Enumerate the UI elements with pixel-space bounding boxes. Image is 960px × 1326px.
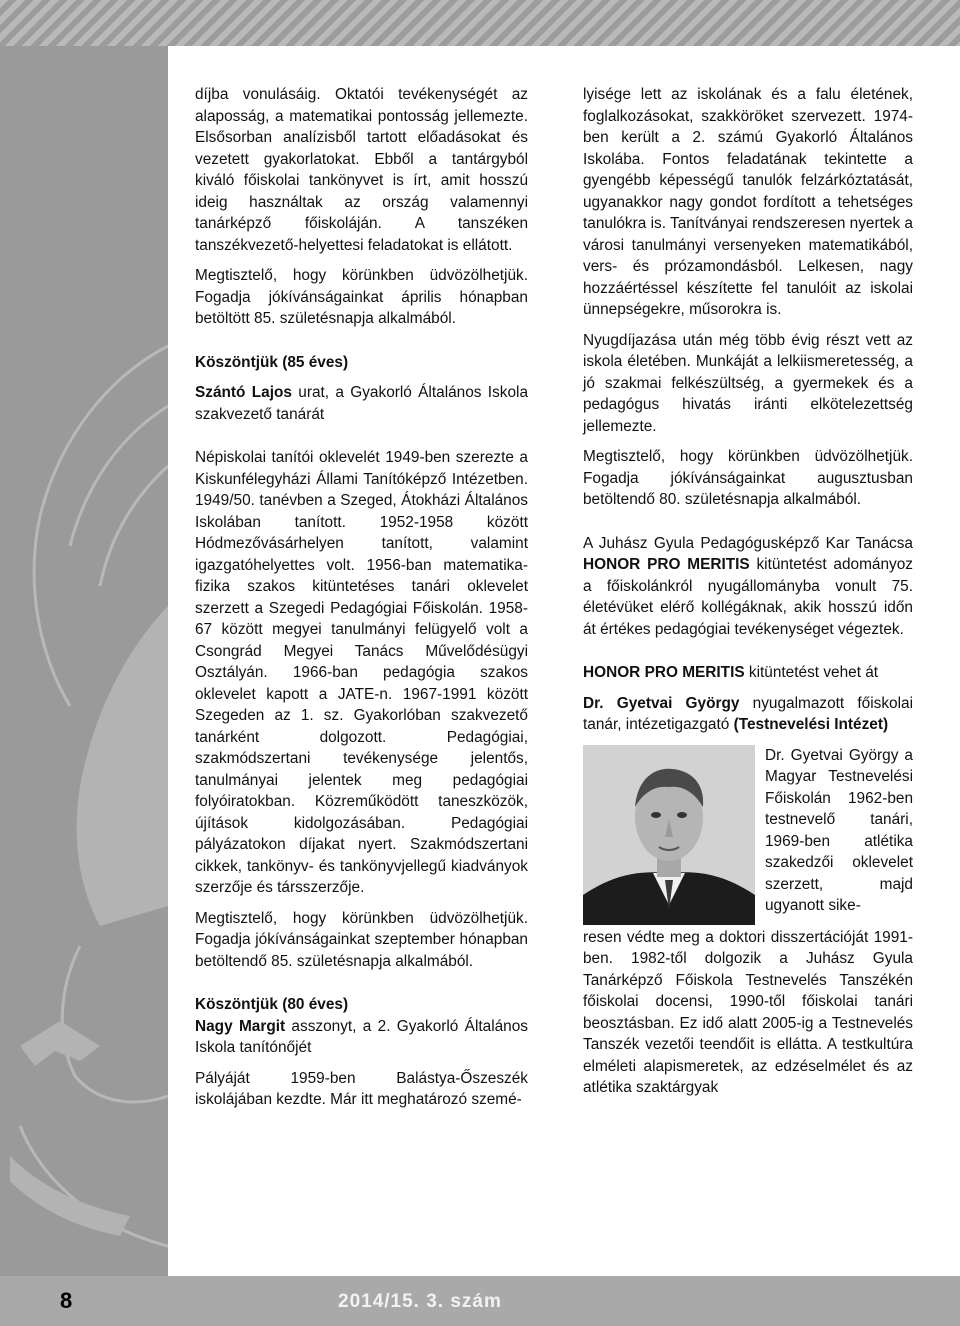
photo-caption-text: Dr. Gyetvai György a Magyar Testnevelési Főiskolán 1962-ben testnevelő tanári, 1969-ben atlétika szakedzői oklevelet szerzett, majd ugyanott sike- <box>765 746 913 914</box>
paragraph: Megtisztelő, hogy körünkben üdvözölhetjük. Fogadja jókívánságainkat szeptember hónapban betöltendő 85. születésnapja alkalmából. <box>195 909 528 970</box>
top-pattern-band <box>0 0 960 46</box>
paragraph: HONOR PRO MERITIS kitüntetést vehet át <box>583 664 879 681</box>
paragraph: Nyugdíjazása után még több évig részt vett az iskola életében. Munkáját a lelkiismeretesség, a jó szakmai felkészültség, a gyermekek és a pedagógus hivatás iránti elkötelezettség jellemezte. <box>583 331 913 435</box>
honoree-name: Nagy Margit <box>195 1017 286 1035</box>
paragraph: Szántó Lajos urat, a Gyakorló Általános Iskola szakvezető tanárát <box>195 384 529 423</box>
portrait-photo <box>583 745 755 925</box>
section-heading: Köszöntjük (85 éves) <box>195 353 349 371</box>
right-column <box>583 84 913 1108</box>
portrait-block <box>583 745 913 927</box>
paragraph: A Juhász Gyula Pedagógusképző Kar Tanácsa HONOR PRO MERITIS kitüntetést adományoz a főiskolánkról nyugállományba vonult 75. életévüket elérő kollégáknak, akik hosszú időn át értékes pedagógiai tevékenységet végeztek. <box>583 534 913 638</box>
paragraph: lyisége lett az iskolának és a falu életének, foglalkozásokat, szakköröket szervezett. 1974-ben került a 2. számú Gyakorló Általános Iskolába. Fontos feladatának tekintette a gyengébb képességű tanulók felzárkóztatását, ugyanakkor nagy gondot fordított a tehetséges tanulókra is. Tanítványai rendszeresen nyertek a városi tanulmányi versenyeken matematikából, vers- és prózamondásból. Lelkesen, nagy hozzáértéssel készítette fel tanulóit az iskolai ünnepségekre, műsorokra is. <box>583 86 913 318</box>
sidebar-watermark <box>0 46 168 1276</box>
issue-label: 2014/15. 3. szám <box>338 1291 502 1312</box>
paragraph: Dr. Gyetvai György nyugalmazott főiskolai tanár, intézetigazgató (Testnevelési Intézet) <box>583 694 913 733</box>
paragraph: Népiskolai tanítói oklevelét 1949-ben szerezte a Kiskunfélegyházi Állami Tanítóképző Intézetben. 1949/50. tanévben a Szeged, Átokházi Általános Iskolában tanított. 1952-1958 között Hódmezővásárhelyen tanított, valamint igazgatóhelyettes volt. 1956-ban matematika-fizika szakos kitüntetéses tanári oklevelet szerzett a Szegedi Pedagógiai Főiskolán. 1958-67 között megyei tanulmányi felügyelő volt a Csongrád Megyei Tanács Művelődésügyi Osztályán. 1966-ban pedagógia szakos oklevelet kapott a JATE-n. 1967-1991 között Szegeden az 1. sz. Gyakorlóban szakvezető tanárként dolgozott. Pedagógiai, szakmódszertani tevékenysége jelentős, tanulmányai jelentek meg pedagógiai folyóiratokban. Közreműködött taneszközök, újítások kidolgozásában. Pedagógiai pályázatokon díjakat nyert. Szakmódszertani cikkek, tankönyv- és tankönyvjellegű kiadványok szerzője és társszerzője. <box>195 449 528 896</box>
eagle-emblem-watermark <box>0 46 168 1276</box>
left-column <box>195 84 528 1120</box>
honoree-name: Dr. Gyetvai György <box>583 694 740 712</box>
page-number: 8 <box>60 1288 73 1313</box>
paragraph: Nagy Margit asszonyt, a 2. Gyakorló Általános Iskola tanítónőjét <box>195 1017 528 1056</box>
paragraph: díjba vonulásáig. Oktatói tevékenységét az alaposság, a matematikai pontosság jellemezte. Elsősorban analízisből tartott előadásokat és vezetett gyakorlatokat. Ebből a tantárgyból kiváló főiskolai tankönyvet is írt, amit hosszú ideig használtak az ország valamennyi tanárképző főiskoláján. A tanszéken tanszékvezető-helyettesi feladatokat is ellátott. <box>195 86 528 254</box>
paragraph: Pályáját 1959-ben Balástya-Őszeszék iskolájában kezdte. Már itt meghatározó szemé- <box>195 1069 528 1108</box>
section-heading: Köszöntjük (80 éves) <box>195 996 349 1013</box>
paragraph: Megtisztelő, hogy körünkben üdvözölhetjük. Fogadja jókívánságainkat április hónapban betöltött 85. születésnapja alkalmából. <box>195 267 528 327</box>
page-footer <box>0 1276 960 1326</box>
paragraph: Megtisztelő, hogy körünkben üdvözölhetjük. Fogadja jókívánságainkat augusztusban betöltendő 80. születésnapja alkalmából. <box>583 448 913 508</box>
honoree-name: Szántó Lajos <box>195 384 292 401</box>
paragraph: resen védte meg a doktori disszertációját 1991-ben. 1982-től dolgozik a Juhász Gyula Tanárképző Főiskola Testnevelés Tanszékén főiskolai docensi, 1990-től főiskolai tanári beosztásban. Ez idő alatt 2005-ig a Testnevelés Tanszék vezetői teendőit is ellátta. A testkultúra elméleti alapismeretek, az edzéselmélet és az atlétika szaktárgyak <box>583 928 913 1096</box>
